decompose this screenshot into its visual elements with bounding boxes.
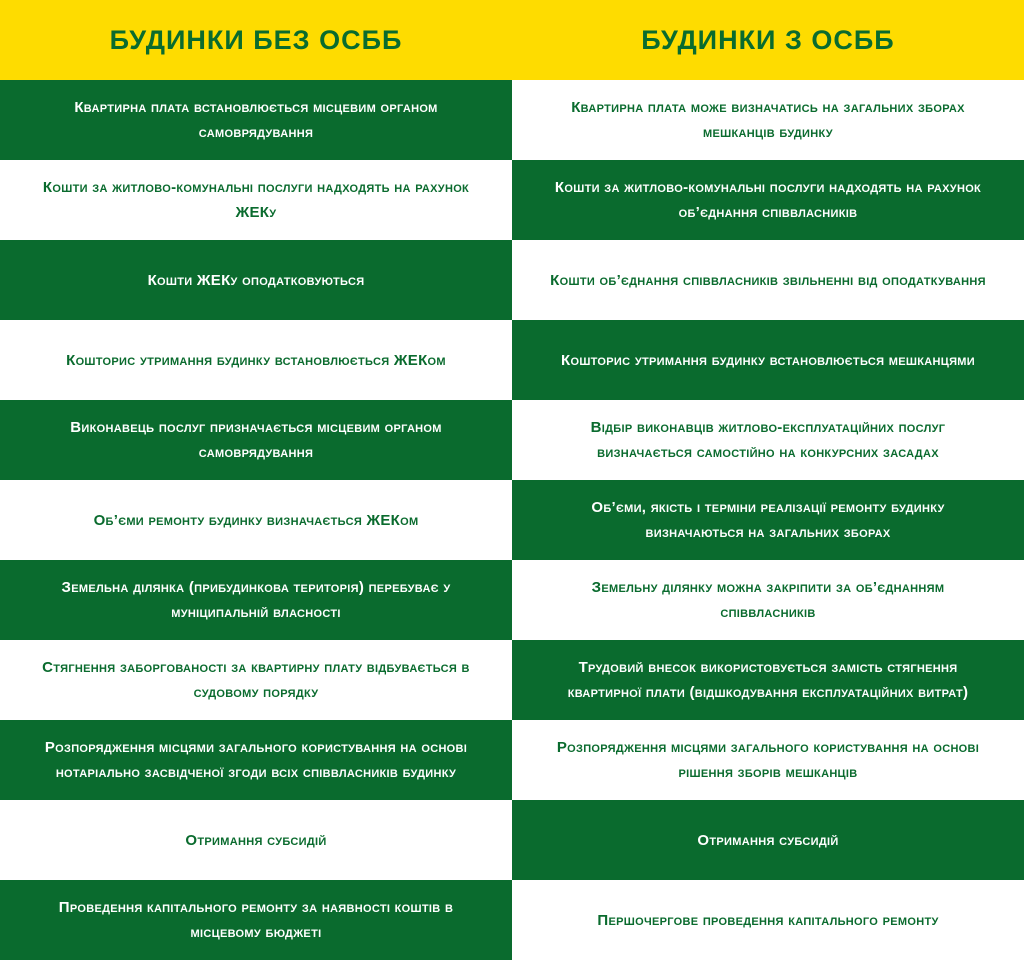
table-row (0, 720, 1024, 800)
table-row (0, 80, 1024, 160)
table-row (0, 480, 1024, 560)
cell-without-osbb (0, 560, 512, 640)
header-without-osbb: БУДИНКИ БЕЗ ОСББ (109, 24, 403, 55)
cell-without-osbb (0, 160, 512, 240)
table-row (0, 800, 1024, 880)
cell-with-osbb (512, 320, 1024, 400)
cell-text: Земельну ділянку можна закріпити за об’єднанням співвласників (591, 579, 945, 621)
cell-text: Кошторис утримання будинку встановлюється мешканцями (561, 351, 975, 369)
cell-without-osbb (0, 480, 512, 560)
cell-text: Кошти за житлово-комунальні послуги надходять на рахунок ЖЕКу (42, 179, 470, 221)
cell-text: Відбір виконавців житлово-експлуатаційних послуг визначається самостійно на конкурсних засадах (590, 419, 946, 461)
cell-text: Виконавець послуг призначається місцевим органом самоврядування (70, 419, 442, 461)
cell-without-osbb (0, 400, 512, 480)
table-row (0, 560, 1024, 640)
cell-without-osbb (0, 800, 512, 880)
cell-with-osbb (512, 480, 1024, 560)
cell-with-osbb (512, 160, 1024, 240)
table-row (0, 400, 1024, 480)
cell-with-osbb (512, 400, 1024, 480)
cell-text: Об’єми ремонту будинку визначається ЖЕКом (93, 511, 419, 529)
table-row (0, 240, 1024, 320)
table-row (0, 880, 1024, 960)
cell-with-osbb (512, 720, 1024, 800)
cell-with-osbb (512, 640, 1024, 720)
cell-text: Об’єми, якість і терміни реалізації ремонту будинку визначаються на загальних зборах (591, 499, 945, 541)
cell-text: Кошти ЖЕКу оподатковуються (147, 271, 365, 289)
header-with-osbb: БУДИНКИ З ОСББ (641, 24, 895, 55)
cell-without-osbb (0, 720, 512, 800)
cell-with-osbb (512, 80, 1024, 160)
table-row (0, 320, 1024, 400)
cell-without-osbb (0, 320, 512, 400)
cell-text: Першочергове проведення капітального ремонту (597, 911, 939, 929)
cell-text: Кошти за житлово-комунальні послуги надходять на рахунок об’єднання співвласників (554, 179, 982, 221)
cell-with-osbb (512, 240, 1024, 320)
table-row (0, 160, 1024, 240)
cell-text: Отримання субсидій (185, 831, 327, 849)
cell-text: Кошторис утримання будинку встановлюється ЖЕКом (66, 351, 446, 369)
cell-text: Трудовий внесок використовується замість стягнення квартирної плати (відшкодування експлуатаційних витрат) (567, 659, 969, 701)
cell-without-osbb (0, 880, 512, 960)
cell-with-osbb (512, 560, 1024, 640)
cell-text: Проведення капітального ремонту за наявності коштів в місцевому бюджеті (58, 899, 454, 941)
cell-text: Земельна ділянка (прибудинкова територія) перебуває у муніципальній власності (61, 579, 451, 621)
cell-text: Квартирна плата встановлюється місцевим органом самоврядування (74, 99, 438, 141)
cell-text: Кошти об’єднання співвласників звільненні від оподаткування (550, 271, 986, 289)
cell-with-osbb (512, 880, 1024, 960)
cell-with-osbb (512, 800, 1024, 880)
cell-text: Розпорядження місцями загального користування на основі нотаріально засвідченої згоди всіх співвласників будинку (44, 739, 468, 781)
cell-text: Отримання субсидій (697, 831, 839, 849)
comparison-table (0, 80, 1024, 960)
table-row (0, 640, 1024, 720)
cell-without-osbb (0, 240, 512, 320)
cell-text: Розпорядження місцями загального користування на основі рішення зборів мешканців (556, 739, 980, 781)
cell-without-osbb (0, 80, 512, 160)
table-header (0, 0, 1024, 80)
cell-text: Стягнення заборгованості за квартирну плату відбувається в судовому порядку (42, 659, 470, 701)
cell-without-osbb (0, 640, 512, 720)
cell-text: Квартирна плата може визначатись на загальних зборах мешканців будинку (571, 99, 965, 141)
